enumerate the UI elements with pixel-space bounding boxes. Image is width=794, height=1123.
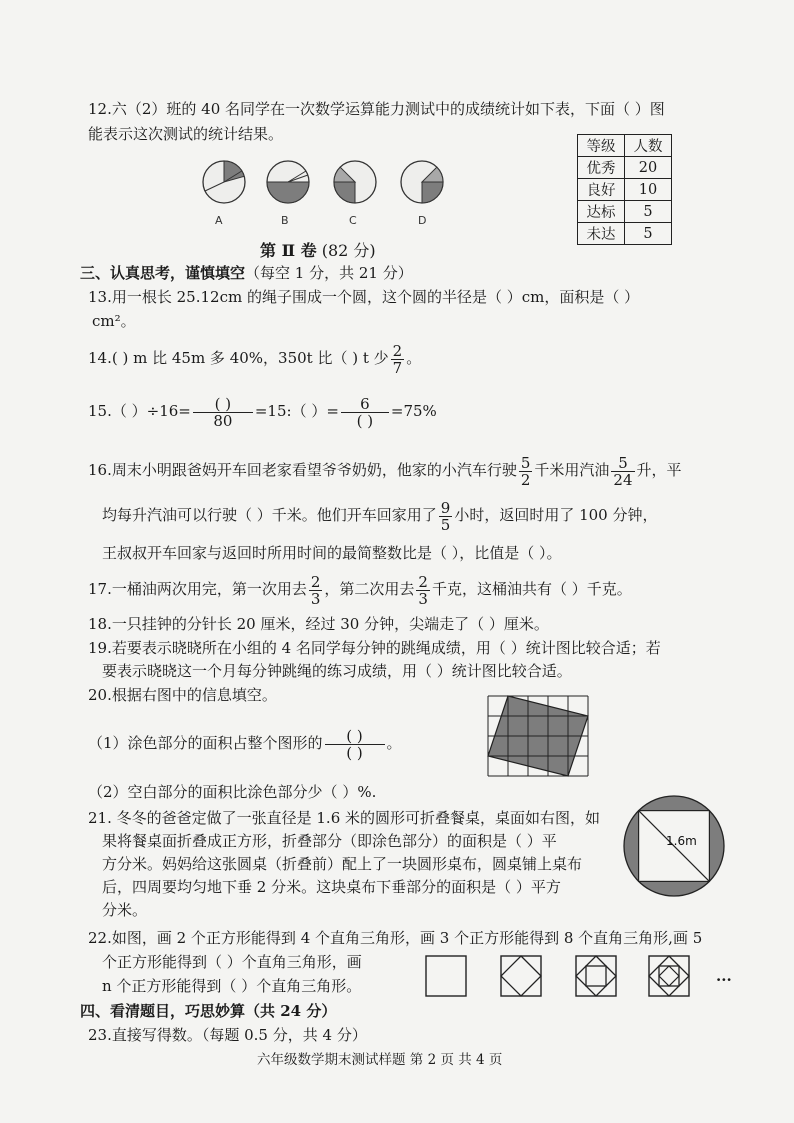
q23-line: 23.直接写得数。（每题 0.5 分，共 4 分） [88,1026,367,1044]
fraction-numerator: 5 [611,455,634,472]
grid-square-figure [488,696,588,776]
table-cell: 5 [625,223,672,245]
section4-note: （共 24 分） [245,1002,337,1020]
pie-option-b[interactable] [265,159,311,205]
q22-ellipsis: ··· [716,971,732,989]
fraction-numerator: 5 [520,453,531,472]
table-row [578,223,672,245]
q14-end: 。 [406,349,422,367]
section4-title: 四、看清题目，巧思妙算 [80,1002,246,1020]
q16-text3: 升，平 [636,461,682,479]
q15-fraction-1 [193,396,253,429]
q14-fraction [391,343,405,376]
q15-text: 15.（ ）÷16= [88,402,191,420]
fraction-numerator: 2 [310,572,321,591]
q16-fraction-2 [611,455,634,488]
q14-line [88,340,421,376]
pie-option-a[interactable] [201,159,247,205]
table-row [578,179,672,201]
q16-text4: 均每升汽油可以行驶（ ）千米。他们开车回家用了 [102,506,437,524]
q16-line1 [88,452,682,488]
nested-square-3 [575,955,617,997]
section3-heading [80,263,413,283]
table-header-cell: 等级 [578,135,625,157]
q19-line2: 要表示晓晓这一个月每分钟跳绳的练习成绩，用（ ）统计图比较合适。 [102,662,572,680]
table-row [578,157,672,179]
q14-text: 14.( ) m 比 45m 多 40%，350t 比（ ) t 少 [88,349,389,367]
fraction-denominator: 80 [213,411,233,430]
q16-text5: 小时，返回时用了 100 分钟， [454,506,658,524]
q15-line [88,391,437,431]
section2-heading [260,241,376,261]
section3-note: （每空 1 分，共 21 分） [245,264,413,282]
q15-mid: =15:（ ）= [254,402,339,420]
fraction-numerator: 2 [392,341,403,360]
fraction-denominator: 3 [418,589,428,608]
q20-end: 。 [386,734,402,752]
q20-part2: （2）空白部分的面积比涂色部分少（ ）%. [88,783,377,801]
fraction-denominator: 7 [392,358,403,377]
q17-fraction-1 [309,574,323,607]
q16-line2 [102,497,658,533]
table-cell: 优秀 [578,157,625,179]
section2-title: 第 Ⅱ 卷 [260,241,317,260]
fraction-denominator: 24 [613,470,633,489]
q20-intro: 20.根据右图中的信息填空。 [88,686,277,704]
q22-line3: n 个正方形能得到（ ）个直角三角形。 [102,977,362,995]
fraction-numerator: ( ) [193,396,253,413]
grade-table [577,134,672,245]
q21-line4: 后，四周要均匀地下垂 2 分米。这块桌布下垂部分的面积是（ ）平方 [102,878,561,896]
fraction-denominator: 5 [440,515,451,534]
q17-fraction-2 [416,574,430,607]
fraction-numerator: ( ) [325,728,385,745]
q16-text2: 千米用汽油 [534,461,610,479]
fraction-denominator: 2 [520,470,531,489]
table-cell: 达标 [578,201,625,223]
q16-text1: 16.周末小明跟爸妈开车回老家看望爷爷奶奶，他家的小汽车行驶 [88,461,517,479]
pie-label-a: A [215,214,223,227]
q22-line2: 个正方形能得到（ ）个直角三角形，画 [102,953,362,971]
page-footer: 六年级数学期末测试样题 第 2 页 共 4 页 [257,1052,503,1068]
q17-text3: 千克，这桶油共有（ ）千克。 [431,580,632,598]
q16-fraction-3 [439,500,453,533]
q21-line3: 方分米。妈妈给这张圆桌（折叠前）配上了一块圆形桌布，圆桌铺上桌布 [102,855,583,873]
q15-fraction-2 [341,396,389,429]
section3-title: 三、认真思考，谨慎填空 [80,264,246,282]
q18-line: 18.一只挂钟的分针长 20 厘米，经过 30 分钟，尖端走了（ ）厘米。 [88,615,549,633]
fraction-denominator: ( ) [346,743,363,762]
q21-line5: 分米。 [102,901,148,919]
diameter-label: 1.6m [666,834,697,848]
table-header-cell: 人数 [625,135,672,157]
table-cell: 良好 [578,179,625,201]
table-cell: 5 [625,201,672,223]
section4-heading [80,1001,336,1021]
q17-text1: 17.一桶油两次用完，第一次用去 [88,580,307,598]
q15-end: =75% [390,402,437,420]
table-row [578,201,672,223]
q16-fraction-1 [519,455,533,488]
q19-line1: 19.若要表示晓晓所在小组的 4 名同学每分钟的跳绳成绩，用（ ）统计图比较合适；若 [88,639,661,657]
fraction-numerator: 9 [440,498,451,517]
fraction-numerator: 6 [341,396,389,413]
q16-line3: 王叔叔开车回家与返回时所用时间的最简整数比是（ ），比值是（ ）。 [102,544,562,562]
q21-line2: 果将餐桌面折叠成正方形，折叠部分（即涂色部分）的面积是（ ）平 [102,832,557,850]
table-cell: 10 [625,179,672,201]
q20-text1: （1）涂色部分的面积占整个图形的 [88,734,323,752]
pie-label-d: D [418,214,427,227]
pie-option-d[interactable] [399,159,445,205]
fraction-denominator: ( ) [356,411,374,430]
q12-line1: 12.六（2）班的 40 名同学在一次数学运算能力测试中的成绩统计如下表，下面（ ）图 [88,100,665,118]
q13-line2: cm²。 [92,312,136,330]
nested-square-2 [500,955,542,997]
q21-line1: 21. 冬冬的爸爸定做了一张直径是 1.6 米的圆形可折叠餐桌，桌面如右图，如 [88,809,601,827]
fraction-denominator: 3 [310,589,321,608]
q12-line2: 能表示这次测试的统计结果。 [88,125,284,143]
q17-line [88,571,632,607]
q20-fraction [325,728,385,761]
q17-text2: ，第二次用去 [324,580,415,598]
table-cell: 20 [625,157,672,179]
pie-label-b: B [281,214,289,227]
section2-score: (82 分) [321,241,376,260]
pie-option-c[interactable] [332,159,378,205]
q20-part1 [88,725,402,761]
q22-line1: 22.如图，画 2 个正方形能得到 4 个直角三角形，画 3 个正方形能得到 8 个直角三角形,画 5 [88,929,703,947]
nested-square-4 [648,955,690,997]
q13-line1: 13.用一根长 25.12cm 的绳子围成一个圆，这个圆的半径是（ ）cm，面积是（ ） [88,288,640,306]
nested-square-1 [425,955,467,997]
table-cell: 未达 [578,223,625,245]
pie-label-c: C [349,214,357,227]
table-header-row [578,135,672,157]
fraction-numerator: 2 [418,572,428,591]
